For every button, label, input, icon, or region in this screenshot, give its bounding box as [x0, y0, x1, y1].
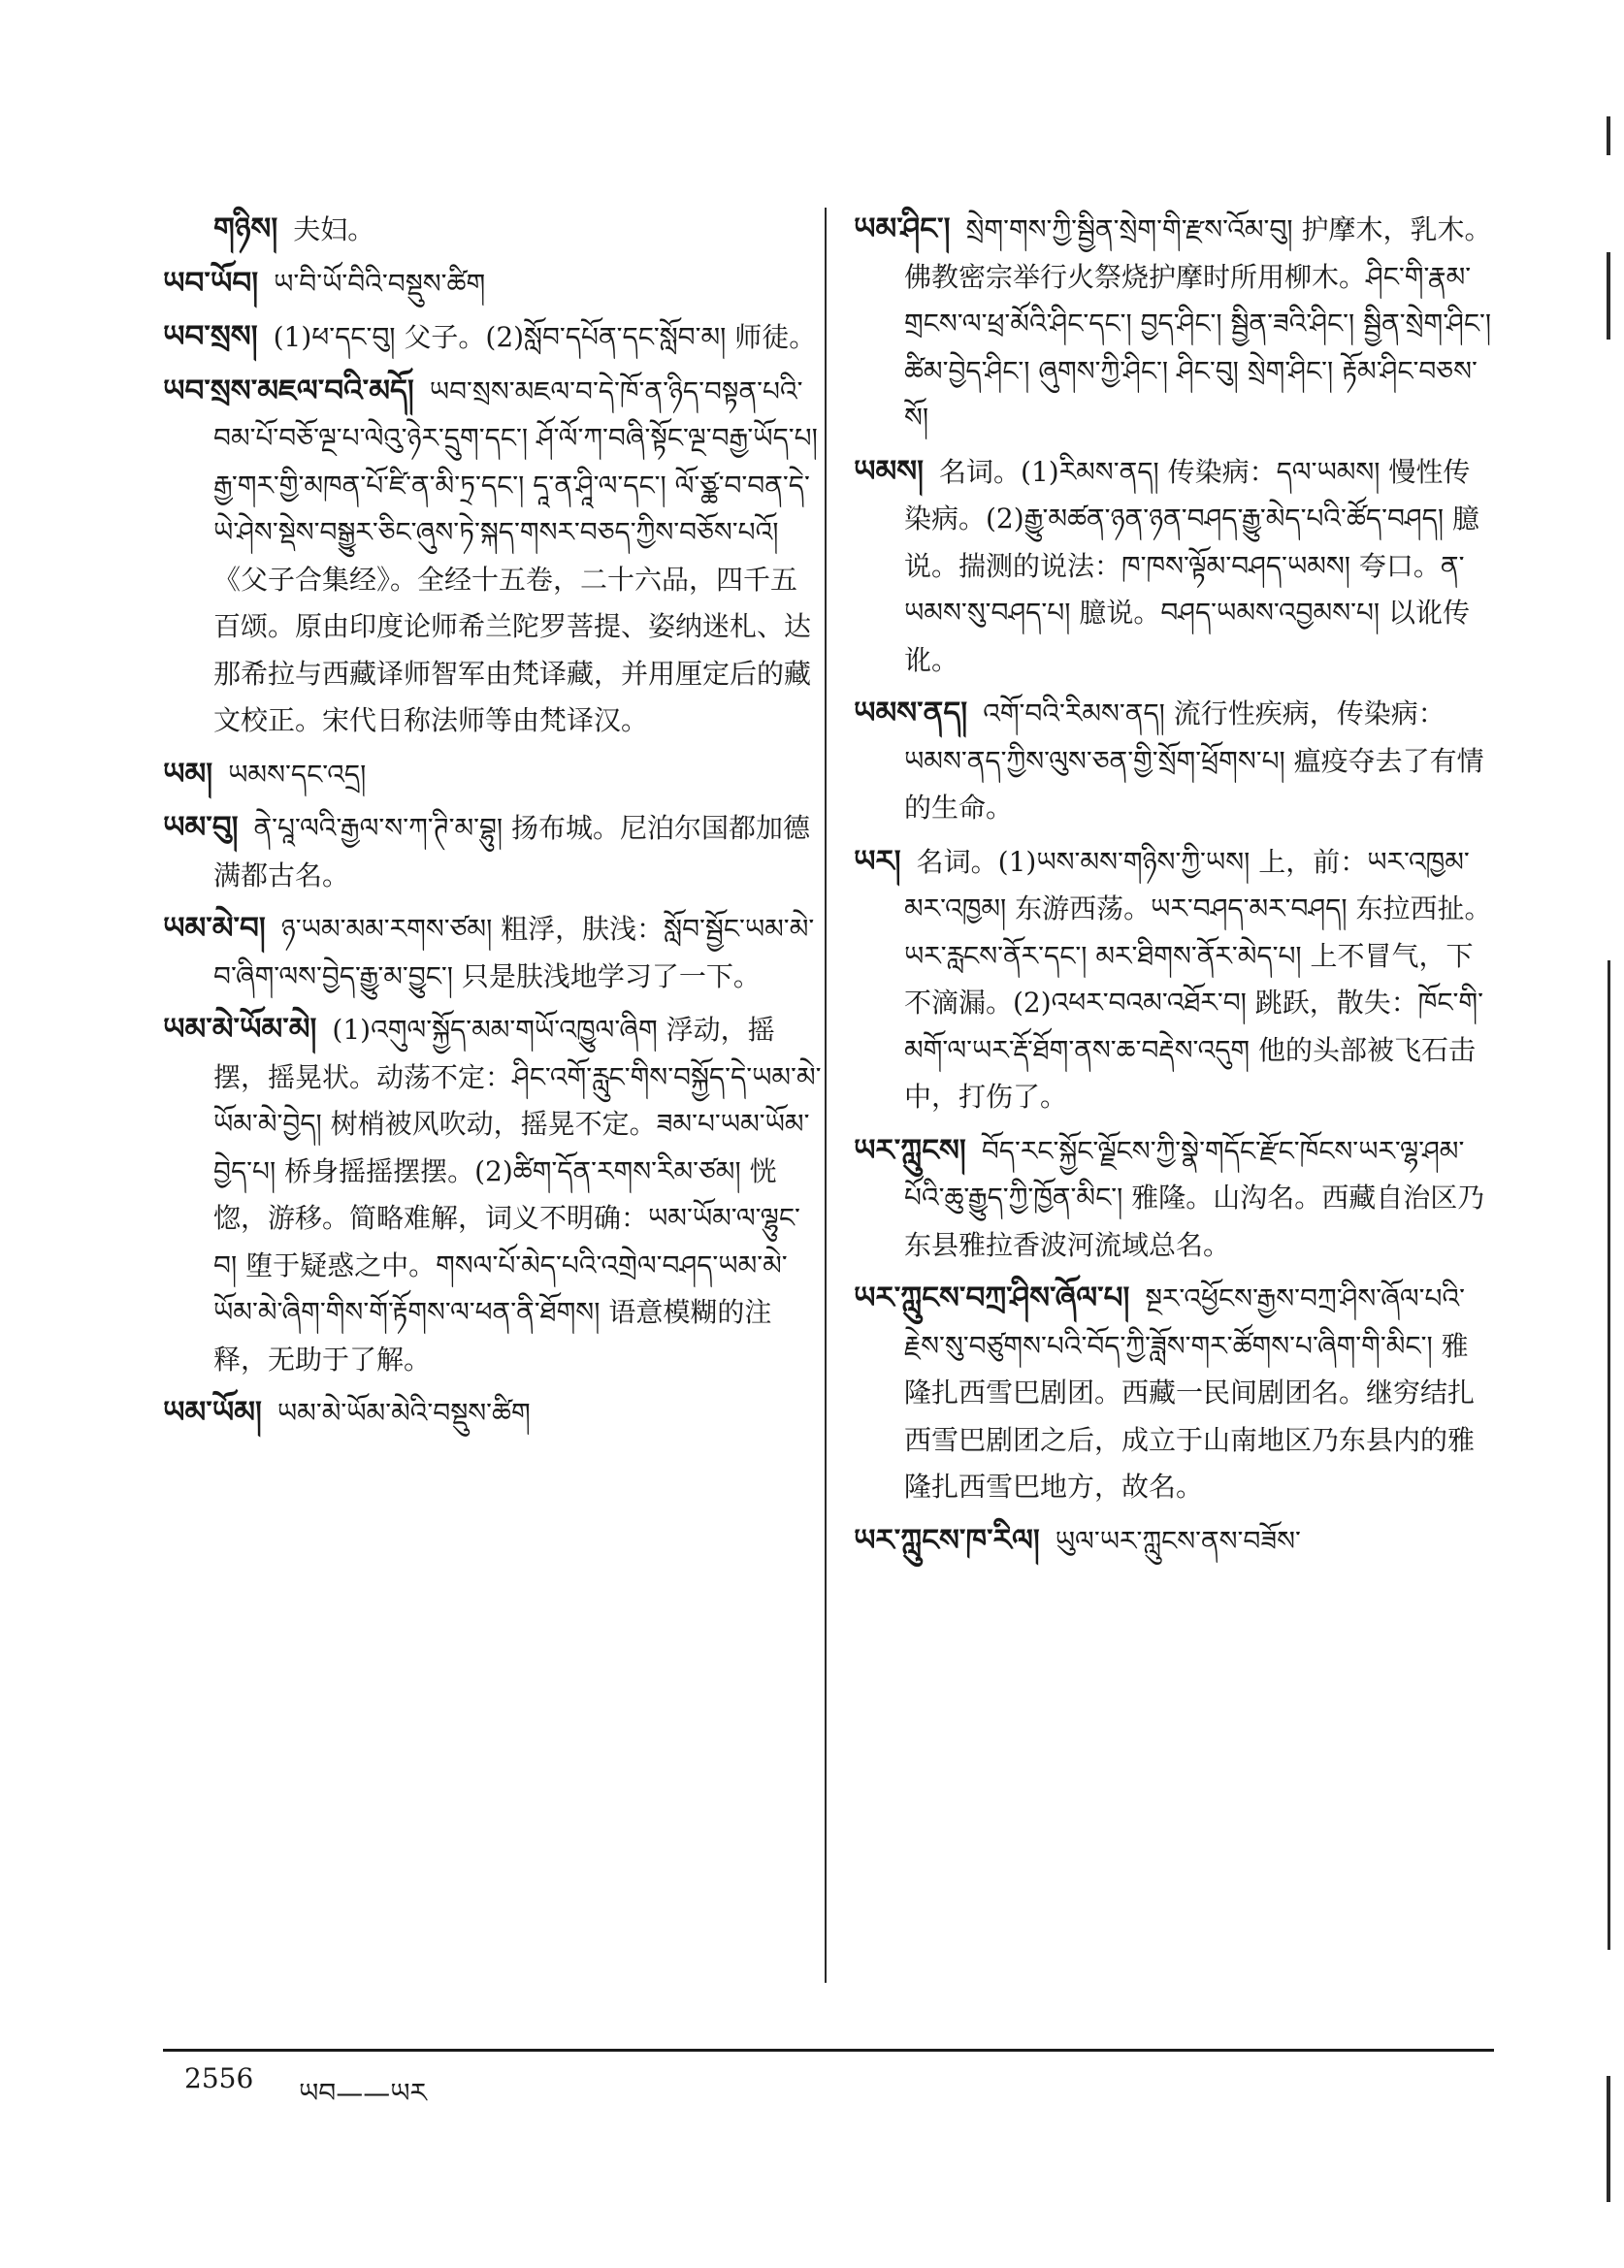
entry-paragraph	[163, 368, 823, 745]
scan-mark	[1608, 960, 1610, 1950]
dictionary-entry	[854, 206, 1494, 442]
entry-headword: ཡམས་ནད།	[854, 696, 968, 730]
dictionary-entry	[854, 690, 1494, 832]
footer-rule	[163, 2049, 1494, 2052]
dictionary-entry	[163, 260, 823, 308]
entry-definition: འགོ་བའི་རིམས་ནད། 流行性疾病，传染病：ཡམས་ནད་ཀྱིས་ལུས་ཅན་གྱི་སྲོག་ཕྲོགས་པ། 瘟疫夺去了有情的生命。	[904, 697, 1484, 824]
entry-definition: ཡམ་མེ་ཡོམ་མེའི་བསྡུས་ཚིག	[276, 1397, 531, 1429]
entry-definition: ཡབ་སྲས་མཇལ་བ་དེ་ཁོ་ན་ཉིད་བསྟན་པའི་བམ་པོ་བཅོ་ལྔ་པ་ལེའུ་ཉེར་དྲུག་དང་། ཤོ་ལོ་ཀ་བཞི་སྟོང་ལྔ་བརྒྱ་ཡོད་པ། རྒྱ་གར་གྱི་མཁན་པོ་ཛི་ན་མི་ཏྲ་དང་། དཱ་ན་ཤཱི་ལ་དང་། ལོ་ཙྪ་བ་བན་དེ་ཡེ་ཤེས་སྡེས་བསྒྱུར་ཅིང་ཞུས་ཏེ་སྐད་གསར་བཅད་ཀྱིས་བཅོས་པའོ། 《父子合集经》。全经十五卷，二十六品，四千五百颂。原由印度论师希兰陀罗菩提、姿纳迷札、达那希拉与西藏译师智军由梵译藏，并用厘定后的藏文校正。宋代日称法师等由梵译汉。	[213, 374, 818, 736]
entry-headword: ཡམ་བུ།	[163, 810, 239, 845]
entry-headword: གཉིས།	[213, 211, 278, 246]
dictionary-entry	[163, 751, 823, 799]
entry-paragraph	[163, 1006, 823, 1383]
scan-mark	[1607, 2076, 1610, 2202]
entry-paragraph	[854, 206, 1494, 442]
entry-headword: ཡར་ཀླུངས་ཁ་རིལ།	[854, 1522, 1040, 1558]
entry-definition: བོད་རང་སྐྱོང་ལྗོངས་ཀྱི་སྣེ་གདོང་རྫོང་ཁོངས་ཡར་ལྷ་ཤམ་པོའི་ཆུ་རྒྱུད་ཀྱི་ཁྱོན་མིང་། 雅隆。山沟名。西藏自治区乃东县雅拉香波河流域总名。	[904, 1134, 1485, 1261]
entry-definition: སྔར་འཕྱོངས་རྒྱས་བཀྲ་ཤིས་ཞོལ་པའི་རྗེས་སུ་བཙུགས་པའི་བོད་ཀྱི་ཟློས་གར་ཚོགས་པ་ཞིག་གི་མིང་། 雅隆扎西雪巴剧团。西藏一民间剧团名。继穷结扎西雪巴剧团之后，成立于山南地区乃东县内的雅隆扎西雪巴地方，故名。	[904, 1282, 1476, 1503]
entry-headword: ཡམ་མེ་ཡོམ་མེ།	[163, 1012, 317, 1047]
dictionary-entry	[163, 1006, 823, 1383]
dictionary-entry	[163, 313, 823, 362]
entry-paragraph	[163, 260, 823, 308]
entry-headword: ཡམས།	[854, 453, 925, 489]
entry-headword: ཡབ་སྲས།	[163, 319, 258, 354]
right-column	[854, 206, 1494, 1571]
running-head: ཡབ——ཡར	[299, 2077, 427, 2109]
scan-mark	[1607, 252, 1610, 340]
entry-headword: ཡར་ཀླུངས་བཀྲ་ཤིས་ཞོལ་པ།	[854, 1280, 1130, 1315]
entry-definition: ནེ་པཱ་ལའི་རྒྱལ་ས་ཀ་ཊི་མ་བྷུ། 扬布城。尼泊尔国都加德满都古名。	[213, 812, 811, 891]
entry-paragraph	[854, 1275, 1494, 1511]
entry-headword: ཡར།	[854, 843, 901, 879]
entry-paragraph	[854, 448, 1494, 685]
entry-headword: ཡར་ཀླུངས།	[854, 1132, 966, 1168]
entry-definition: སྲེག་གས་ཀྱི་སྦྱིན་སྲེག་གི་རྫས་འོམ་བུ། 护摩木，乳木。佛教密宗举行火祭烧护摩时所用柳木。ཤིང་གི་རྣམ་གྲངས་ལ་ཕྲ་མོའི་ཤིང་དང་། བྱད་ཤིང་། སྦྱིན་ཟའི་ཤིང་། སྦྱིན་སྲེག་ཤིང་། ཚིམ་བྱེད་ཤིང་། ཞུགས་ཀྱི་ཤིང་། ཤིང་བུ། སྲེག་ཤིང་། རྟོམ་ཤིང་བཅས་སོ།	[904, 213, 1492, 434]
page-number: 2556	[184, 2062, 254, 2094]
entry-paragraph	[163, 313, 823, 362]
entry-paragraph	[163, 804, 823, 899]
entry-definition: ཡུལ་ཡར་ཀླུངས་ནས་བཟོས་	[1055, 1524, 1301, 1557]
left-column	[163, 206, 823, 1443]
entry-definition: ཡ་བི་ཡོ་བིའི་བསྡུས་ཚིག	[274, 267, 486, 300]
dictionary-entry	[163, 804, 823, 899]
margin-scan-marks	[1605, 116, 1610, 2202]
entry-headword: ཡམ་ཤིང་།	[854, 211, 951, 246]
entry-paragraph	[854, 838, 1494, 1121]
dictionary-entry	[854, 1517, 1494, 1566]
dictionary-entry	[163, 206, 823, 254]
scan-mark	[1607, 116, 1610, 155]
entry-paragraph	[854, 1517, 1494, 1566]
entry-headword: ཡམ་མེ་བ།	[163, 911, 266, 946]
dictionary-entry	[854, 1127, 1494, 1270]
entry-paragraph	[163, 206, 823, 254]
dictionary-entry	[854, 838, 1494, 1121]
dictionary-entry	[854, 448, 1494, 685]
entry-definition: 夫妇。	[293, 213, 375, 245]
entry-definition: (1)འགུལ་སྐྱོད་མམ་གཡོ་འཁྱུལ་ཞིག 浮动，摇摆，摇晃状。动荡不定：ཤིང་འགོ་རླུང་གིས་བསྐྱོད་དེ་ཡམ་མེ་ཡོམ་མེ་བྱེད། 树梢被风吹动，摇晃不定。ཟམ་པ་ཡམ་ཡོམ་བྱེད་པ། 桥身摇摇摆摆。(2)ཚིག་དོན་རགས་རིམ་ཙམ། 恍惚，游移。简略难解，词义不明确：ཡམ་ཡོམ་ལ་ལྷུང་བ། 堕于疑惑之中。གསལ་པོ་མེད་པའི་འགྲེལ་བཤད་ཡམ་མེ་ཡོམ་མེ་ཞིག་གིས་གོ་རྟོགས་ལ་ཕན་ནི་ཐོགས། 语意模糊的注释，无助于了解。	[213, 1014, 822, 1376]
dictionary-entry	[163, 368, 823, 745]
dictionary-entry	[163, 1389, 823, 1438]
entry-paragraph	[854, 1127, 1494, 1270]
entry-headword: ཡབ་ཡོབ།	[163, 265, 259, 301]
entry-definition: 名词。(1)རིམས་ནད། 传染病：དལ་ཡམས། 慢性传染病。(2)རྒྱུ་མཚན་ཉན་ཉན་བཤད་རྒྱུ་མེད་པའི་ཚོད་བཤད། 臆说。揣测的说法：ཁ་ཁས་ལྟོམ་བཤད་ཡམས། 夸口。ན་ཡམས་སུ་བཤད་པ། 臆说。བཤད་ཡམས་འབྱམས་པ། 以讹传讹。	[904, 455, 1479, 676]
entry-headword: ཡམ་ཡོམ།	[163, 1395, 262, 1430]
dictionary-entry	[163, 905, 823, 1000]
dictionary-entry	[854, 1275, 1494, 1511]
column-divider	[825, 208, 827, 1983]
entry-definition: ཡམས་དང་འདྲ།	[228, 758, 367, 791]
entry-definition: ཉ་ཡམ་མམ་རགས་ཙམ། 粗浮，肤浅：སློབ་སྦྱོང་ཡམ་མེ་བ་ཞིག་ལས་བྱེད་རྒྱུ་མ་བྱུང་། 只是肤浅地学习了一下。	[213, 913, 815, 992]
entry-headword: ཡབ་སྲས་མཇལ་བའི་མདོ།	[163, 373, 414, 408]
entry-paragraph	[163, 1389, 823, 1438]
entry-definition: 名词。(1)ཡས་མས་གཉིས་ཀྱི་ཡས། 上，前：ཡར་འཁྱམ་མར་འཁྱམ། 东游西荡。ཡར་བཤད་མར་བཤད། 东拉西扯。ཡར་རླངས་ནོར་དང་། མར་ཐིགས་ནོར་མེད་པ། 上不冒气，下不滴漏。(2)འཕར་བའམ་འཐོར་བ། 跳跃，散失：ཁོང་གི་མགོ་ལ་ཡར་རྡོ་ཐོག་ནས་ཆ་བརྡེས་འདུག 他的头部被飞石击中，打伤了。	[904, 845, 1492, 1113]
entry-paragraph	[163, 905, 823, 1000]
entry-headword: ཡམ།	[163, 756, 213, 792]
entry-definition: (1)ཕ་དང་བུ། 父子。(2)སློབ་དཔོན་དང་སློབ་མ། 师徒。	[273, 321, 817, 353]
entry-paragraph	[163, 751, 823, 799]
entry-paragraph	[854, 690, 1494, 832]
